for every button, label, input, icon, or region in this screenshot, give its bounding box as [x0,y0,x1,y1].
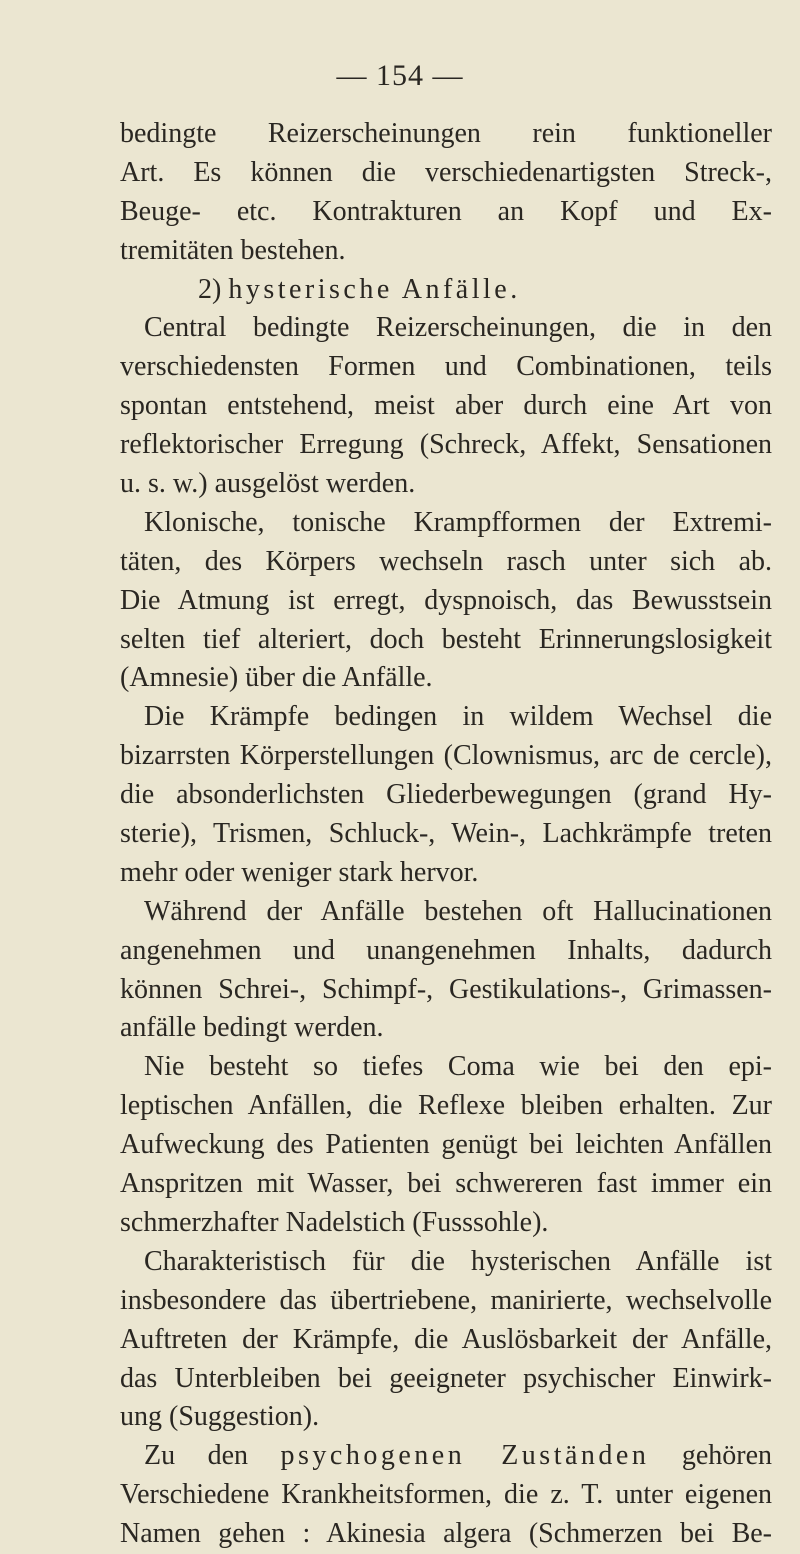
text-line: Auftreten der Krämpfe, die Auslösbarkeit der Anfälle, [120,1323,772,1355]
spaced-term: psychogenen Zuständen [280,1440,650,1472]
text-line: können Schrei-, Schimpf-, Gestikulations-, Grimassen- [120,973,772,1005]
text-line: täten, des Körpers wechseln rasch unter sich ab. [120,545,772,577]
page-number: — 154 — [336,59,464,92]
text-line: Anspritzen mit Wasser, bei schwereren fast immer ein [120,1168,772,1200]
text-line-spaced [120,1437,772,1476]
body-text [120,115,772,1554]
text-line: die absonderlichsten Gliederbewegungen (grand Hy- [120,779,772,811]
text-line: Art. Es können die verschiedenartigsten Streck-, [120,156,772,188]
text-line: Nie besteht so tiefes Coma wie bei den epi- [144,1051,772,1083]
text-fragment: gehören [681,1440,773,1472]
text-line: Aufweckung des Patienten genügt bei leichten Anfällen [120,1129,772,1161]
text-line: selten tief alteriert, doch besteht Erinnerungslosigkeit [120,623,772,655]
text-line: verschiedensten Formen und Combinationen, teils [120,351,772,383]
text-line: das Unterbleiben bei geeigneter psychischer Einwirk- [120,1362,772,1394]
text-line: bizarrsten Körperstellungen (Clownismus, arc de cercle), [120,740,772,772]
text-fragment: Zu den [144,1440,249,1472]
text-line: Central bedingte Reizerscheinungen, die in den [144,312,772,344]
text-line: Charakteristisch für die hysterischen Anfälle ist [144,1245,772,1277]
text-line: reflektorischer Erregung (Schreck, Affekt, Sensationen [120,429,772,461]
text-line: Namen gehen : Akinesia algera (Schmerzen bei Be- [120,1518,772,1550]
text-line: angenehmen und unangenehmen Inhalts, dadurch [120,934,772,966]
text-line: mehr oder weniger stark hervor. [120,856,479,888]
text-line: ung (Suggestion). [120,1401,320,1433]
text-line: Die Atmung ist erregt, dyspnoisch, das Bewusstsein [120,584,772,616]
section-title: hysterische Anfälle. [228,273,521,305]
text-line: tremitäten bestehen. [120,234,346,266]
text-line: Klonische, tonische Krampfformen der Extremi- [144,506,772,538]
text-line: u. s. w.) ausgelöst werden. [120,468,416,500]
text-line: spontan entstehend, meist aber durch eine Art von [120,390,772,422]
text-line: Beuge- etc. Kontrakturen an Kopf und Ex- [120,195,772,227]
section-number: 2) [198,273,222,305]
text-line: anfälle bedingt werden. [120,1012,384,1044]
text-line: (Amnesie) über die Anfälle. [120,662,433,694]
text-line: leptischen Anfällen, die Reflexe bleiben erhalten. Zur [120,1090,772,1122]
text-line: sterie), Trismen, Schluck-, Wein-, Lachkrämpfe treten [120,818,772,850]
text-line: bedingte Reizerscheinungen rein funktioneller [120,118,772,149]
text-line: Während der Anfälle bestehen oft Hallucinationen [144,895,772,927]
text-line: Die Krämpfe bedingen in wildem Wechsel die [144,701,772,733]
text-line: insbesondere das übertriebene, manirierte, wechselvolle [120,1284,772,1316]
text-line: schmerzhafter Nadelstich (Fusssohle). [120,1206,549,1238]
section-heading [120,271,772,310]
text-line: Verschiedene Krankheitsformen, die z. T. unter eigenen [120,1479,772,1511]
